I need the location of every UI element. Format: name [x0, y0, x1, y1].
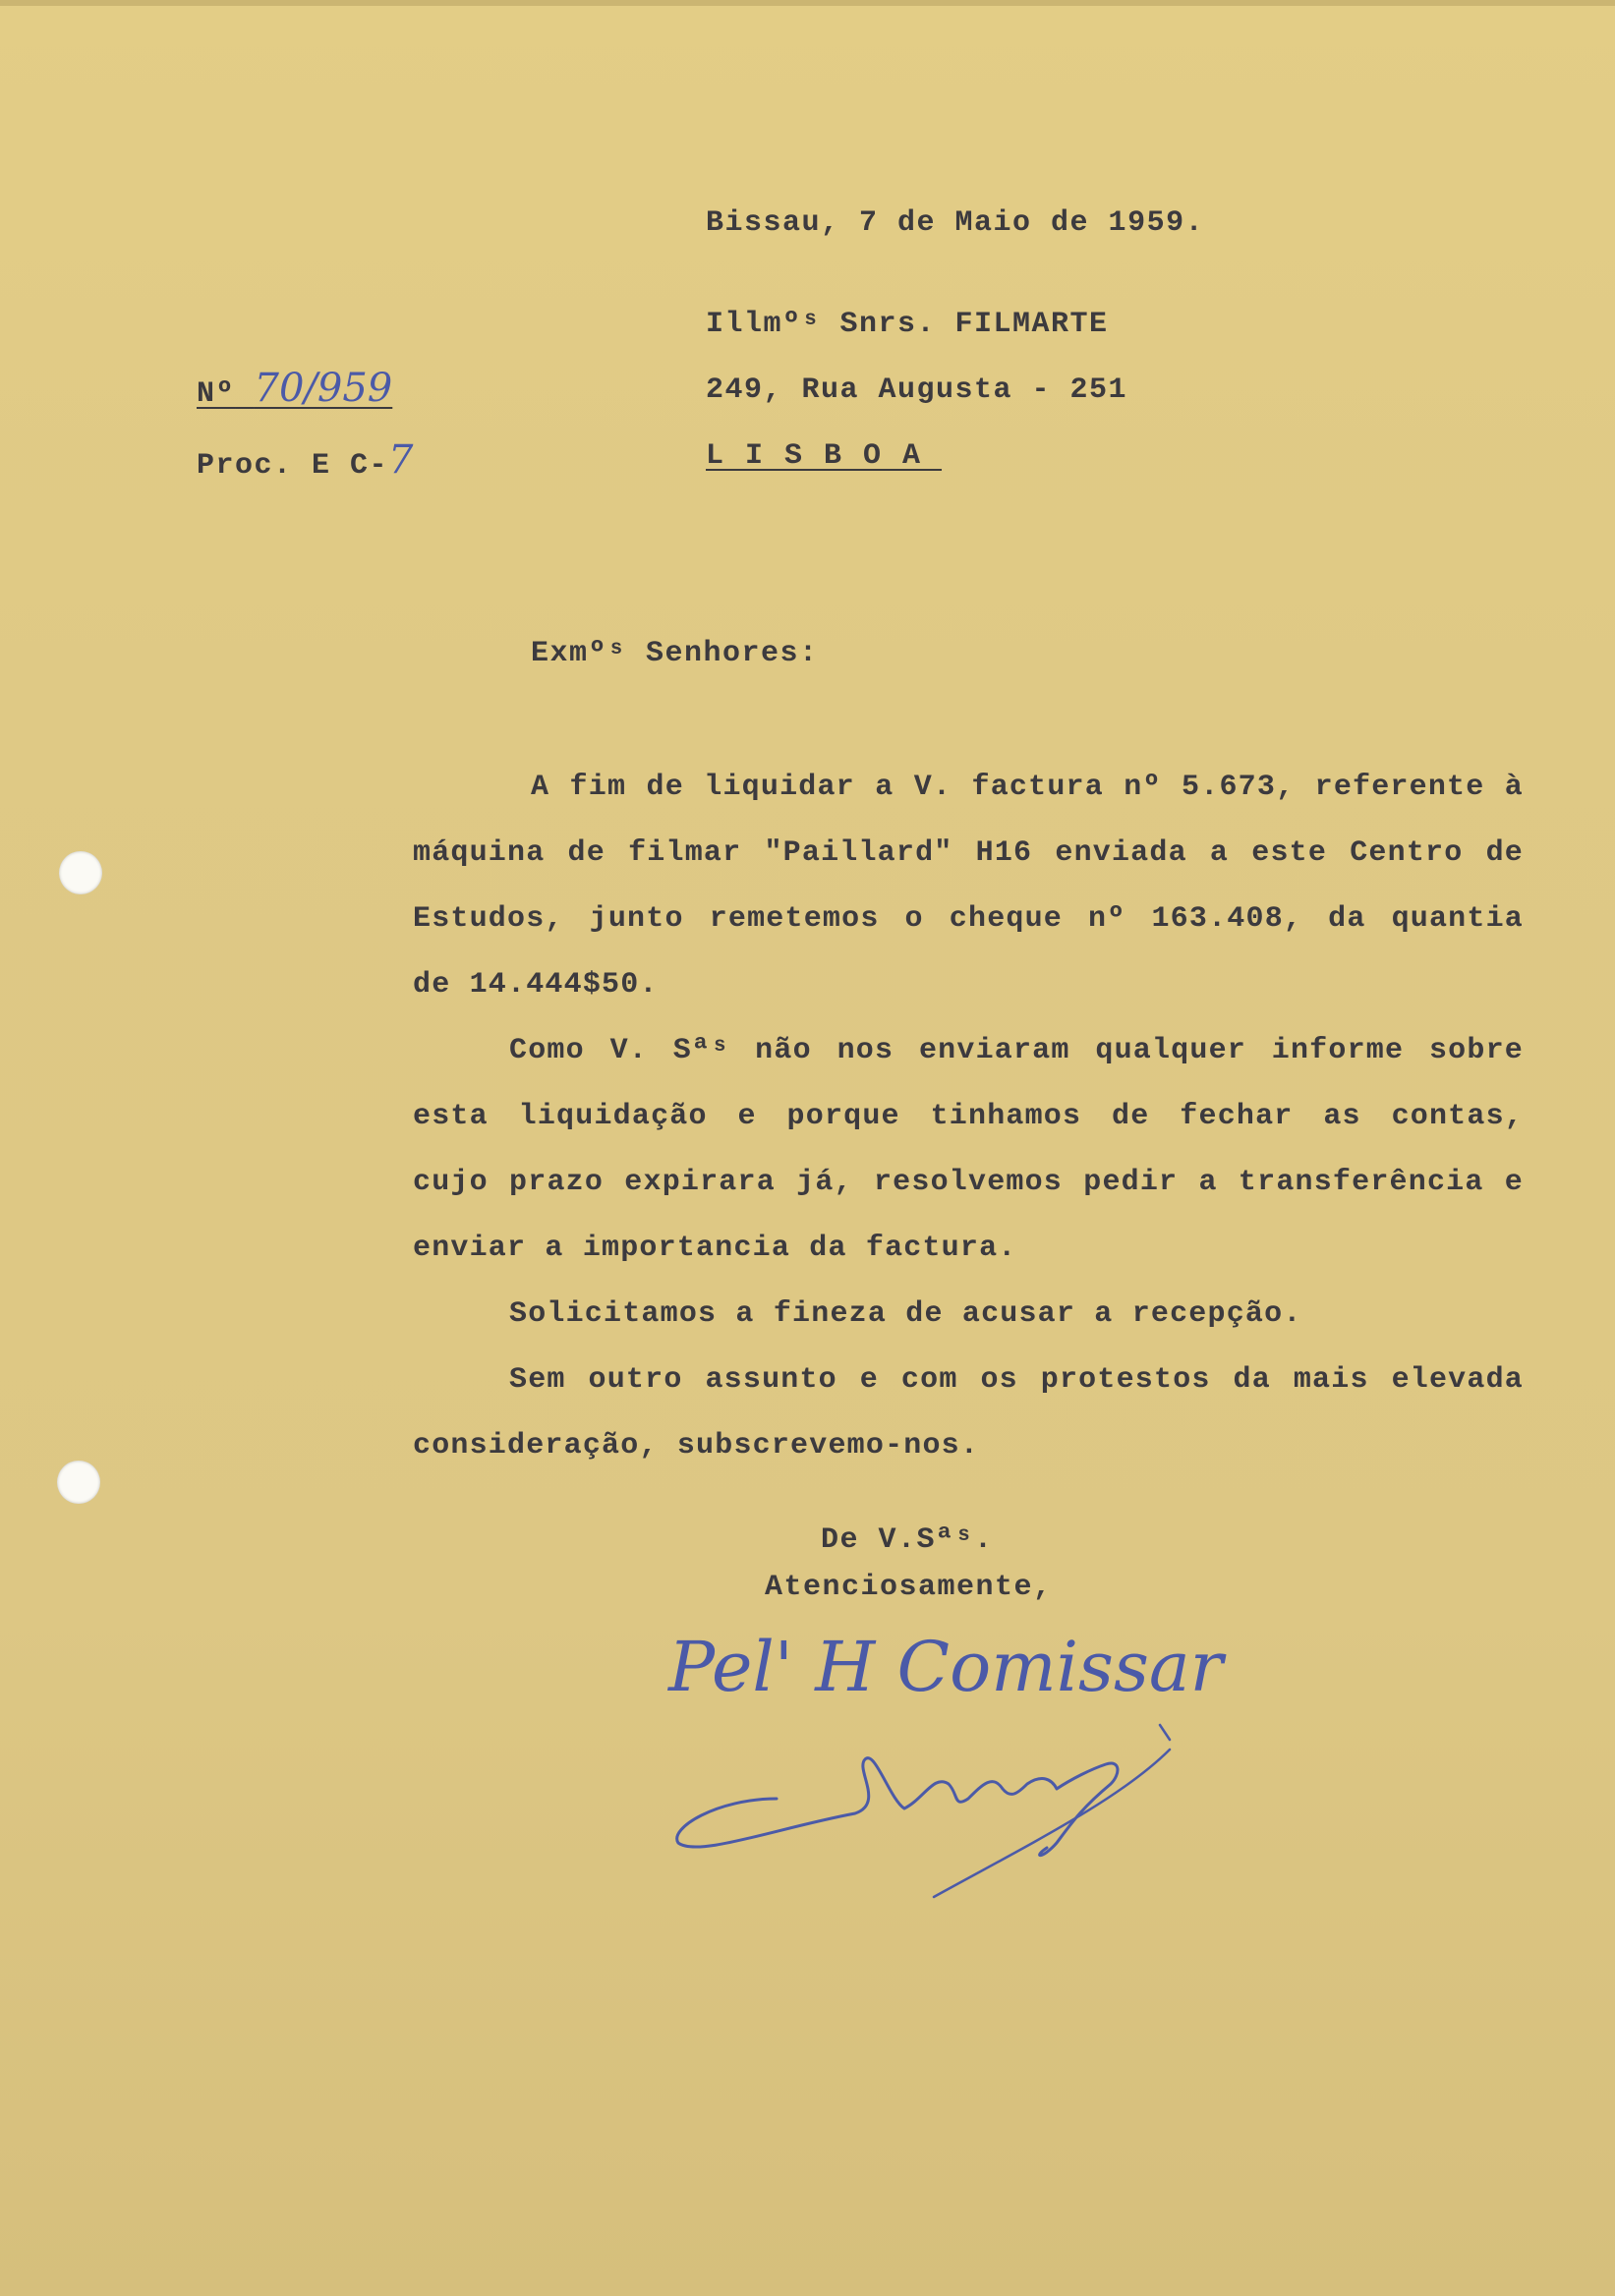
- city: LISBOA: [706, 439, 943, 473]
- signature-scribble: [677, 1758, 1118, 1856]
- addressee-salutation: Illmºˢ Snrs. FILMARTE: [706, 308, 1109, 341]
- punch-hole-top: [59, 851, 102, 894]
- reference-number-label: Nº: [197, 377, 236, 411]
- process-reference-value: 7: [388, 437, 414, 483]
- body-paragraph-1: [413, 755, 1524, 1018]
- body-paragraph-4-text: Sem outro assunto e com os protestos da mais elevada consideração, subscrevemo-nos.: [413, 1363, 1524, 1463]
- body-paragraph-3-text: Solicitamos a fineza de acusar a recepção.: [509, 1297, 1302, 1331]
- signature-underline: [934, 1750, 1170, 1897]
- body-paragraph-3: [413, 1282, 1524, 1348]
- body-paragraph-2: [413, 1018, 1524, 1282]
- closing-line-2: Atenciosamente,: [765, 1571, 1053, 1604]
- place-date: Bissau, 7 de Maio de 1959.: [706, 206, 1205, 240]
- closing-line-1: De V.Sªˢ.: [821, 1523, 994, 1557]
- body-paragraph-1-text: A fim de liquidar a V. factura nº 5.673, referente à máquina de filmar "Paillard" H16 enviada a este Centro de Estudos, junto remetemos o cheque nº 163.408, da quantia de 14.444$50.: [413, 771, 1524, 1002]
- signature-tick: [1160, 1725, 1170, 1740]
- punch-hole-bottom: [57, 1461, 100, 1504]
- body-paragraph-2-text: Como V. Sªˢ não nos enviaram qualquer informe sobre esta liquidação e porque tinhamos de fechar as contas, cujo prazo expirara já, resolvemos pedir a transferência e enviar a importancia da factura.: [413, 1034, 1524, 1265]
- process-reference-label: Proc. E C-: [197, 449, 389, 483]
- address-line: 249, Rua Augusta - 251: [706, 373, 1128, 407]
- handwritten-signature: [659, 1602, 1248, 1936]
- signature-text: Pel' H Comissar: [668, 1627, 1224, 1707]
- reference-number: [197, 366, 392, 411]
- reference-number-value: 70/959: [254, 366, 393, 411]
- greeting: Exmºˢ Senhores:: [531, 637, 819, 670]
- body-paragraph-4: [413, 1348, 1524, 1479]
- process-reference: [197, 437, 413, 483]
- paper-top-edge: [0, 0, 1615, 6]
